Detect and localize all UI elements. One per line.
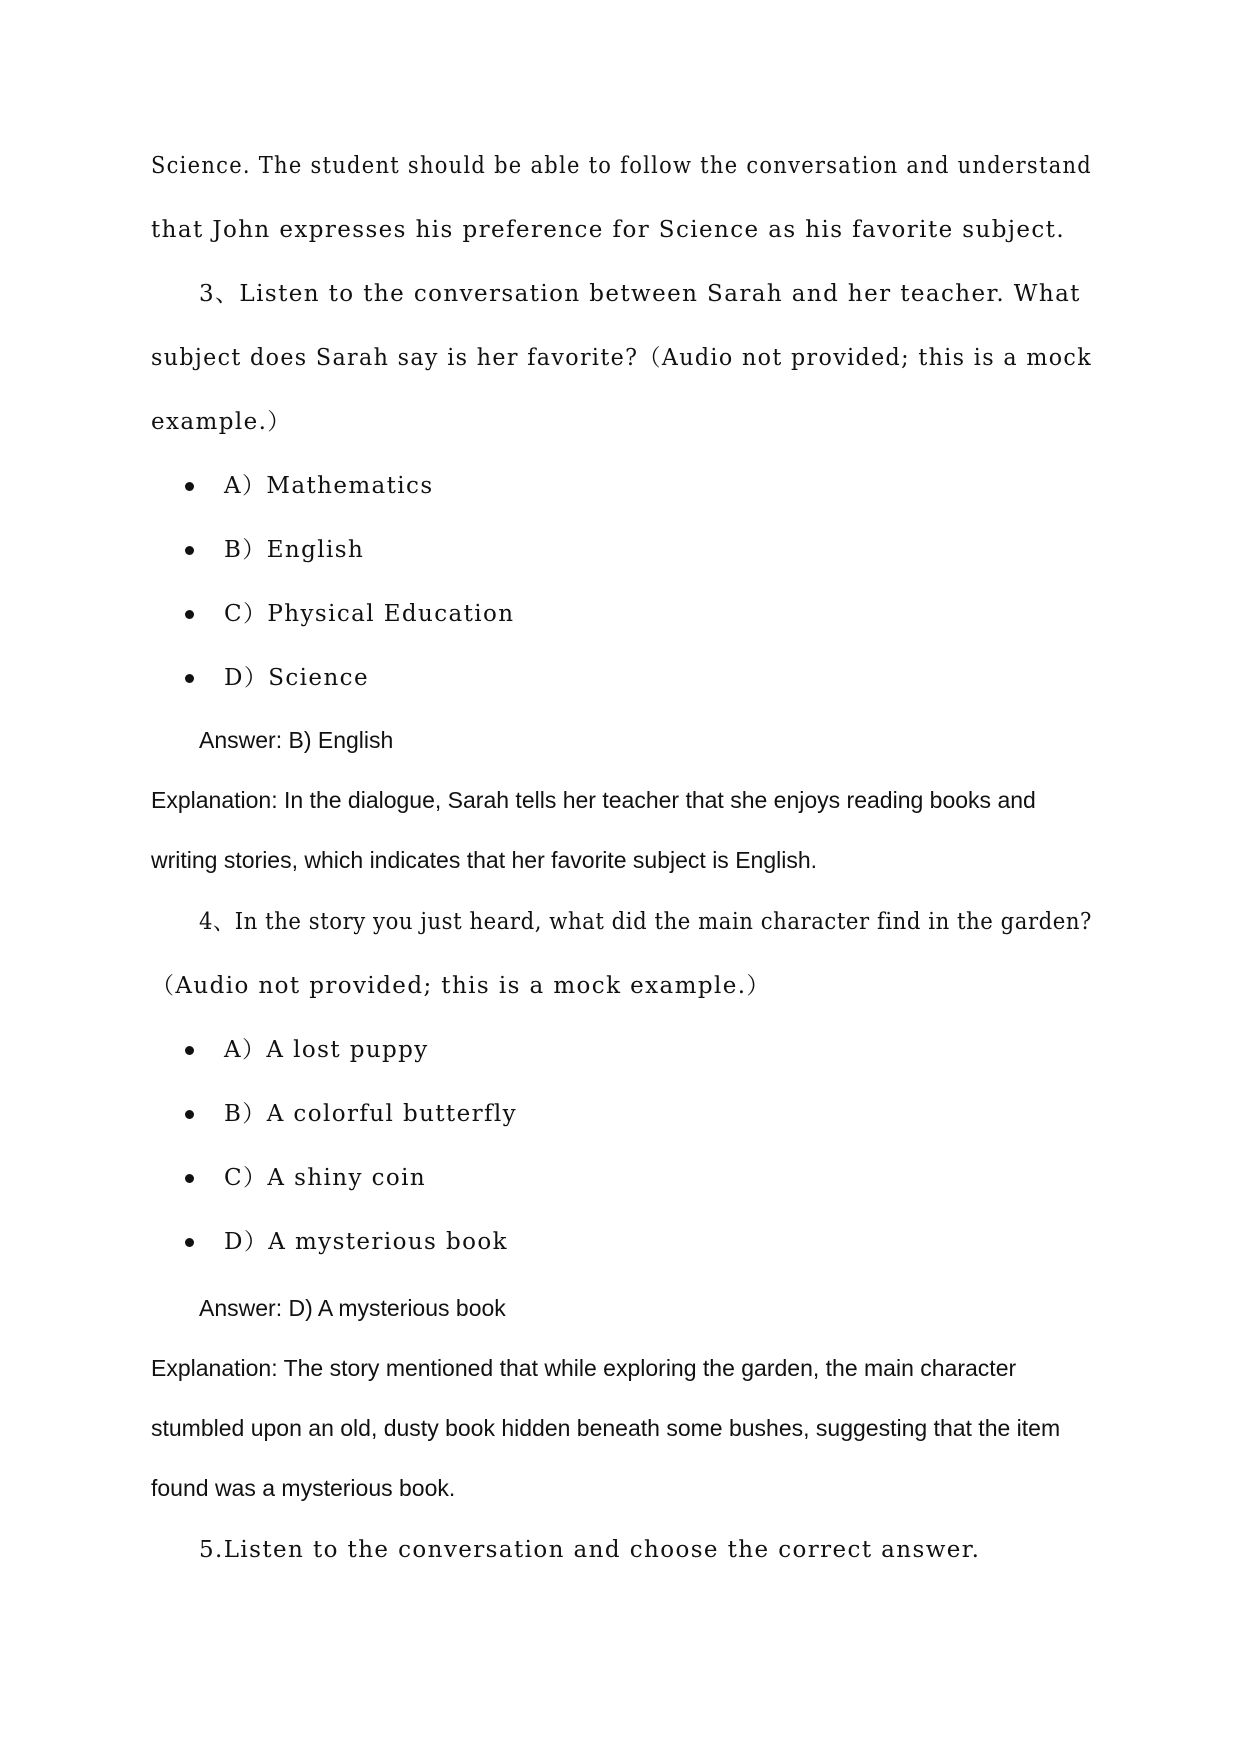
question-4-line-2: （Audio not provided; this is a mock example.） xyxy=(151,973,771,999)
question-4-option-a xyxy=(185,1034,429,1066)
bullet-icon xyxy=(185,1174,194,1183)
bullet-icon xyxy=(185,674,194,683)
question-4-explanation-line-1: Explanation: The story mentioned that while exploring the garden, the main character xyxy=(151,1355,1017,1381)
continuation-line-1: Science. The student should be able to follow the conversation and understand xyxy=(151,153,1092,179)
question-5-line-1: 5.Listen to the conversation and choose the correct answer. xyxy=(199,1537,981,1563)
option-text: D）Science xyxy=(224,665,369,691)
question-4-line-1: 4、In the story you just heard, what did the main character find in the garden? xyxy=(199,909,1092,935)
option-text: A）Mathematics xyxy=(224,473,434,499)
question-3-line-2: subject does Sarah say is her favorite?（Audio not provided; this is a mock xyxy=(151,345,1093,371)
option-text: C）A shiny coin xyxy=(224,1165,427,1191)
option-text: B）English xyxy=(224,537,365,563)
question-3-option-b xyxy=(185,534,364,566)
question-4-option-b xyxy=(185,1098,517,1130)
question-3-answer: Answer: B) English xyxy=(199,727,394,753)
question-4-explanation-line-2: stumbled upon an old, dusty book hidden beneath some bushes, suggesting that the item xyxy=(151,1415,1061,1441)
continuation-line-2: that John expresses his preference for Science as his favorite subject. xyxy=(151,217,1066,243)
option-text: C）Physical Education xyxy=(224,601,515,627)
bullet-icon xyxy=(185,546,194,555)
question-3-option-a xyxy=(185,470,434,502)
question-4-answer: Answer: D) A mysterious book xyxy=(199,1295,506,1321)
question-4-option-d xyxy=(185,1226,508,1258)
question-3-line-1: 3、Listen to the conversation between Sarah and her teacher. What xyxy=(199,281,1081,307)
question-3-option-c xyxy=(185,598,514,630)
bullet-icon xyxy=(185,1046,194,1055)
question-3-explanation-line-1: Explanation: In the dialogue, Sarah tells her teacher that she enjoys reading books and xyxy=(151,787,1036,813)
bullet-icon xyxy=(185,482,194,491)
bullet-icon xyxy=(185,1110,194,1119)
bullet-icon xyxy=(185,1238,194,1247)
option-text: A）A lost puppy xyxy=(224,1037,429,1063)
question-3-explanation-line-2: writing stories, which indicates that her favorite subject is English. xyxy=(151,847,818,873)
question-3-line-3: example.） xyxy=(151,409,292,435)
option-text: B）A colorful butterfly xyxy=(224,1101,518,1127)
question-4-option-c xyxy=(185,1162,426,1194)
bullet-icon xyxy=(185,610,194,619)
question-3-option-d xyxy=(185,662,369,694)
question-4-explanation-line-3: found was a mysterious book. xyxy=(151,1475,456,1501)
option-text: D）A mysterious book xyxy=(224,1229,508,1255)
